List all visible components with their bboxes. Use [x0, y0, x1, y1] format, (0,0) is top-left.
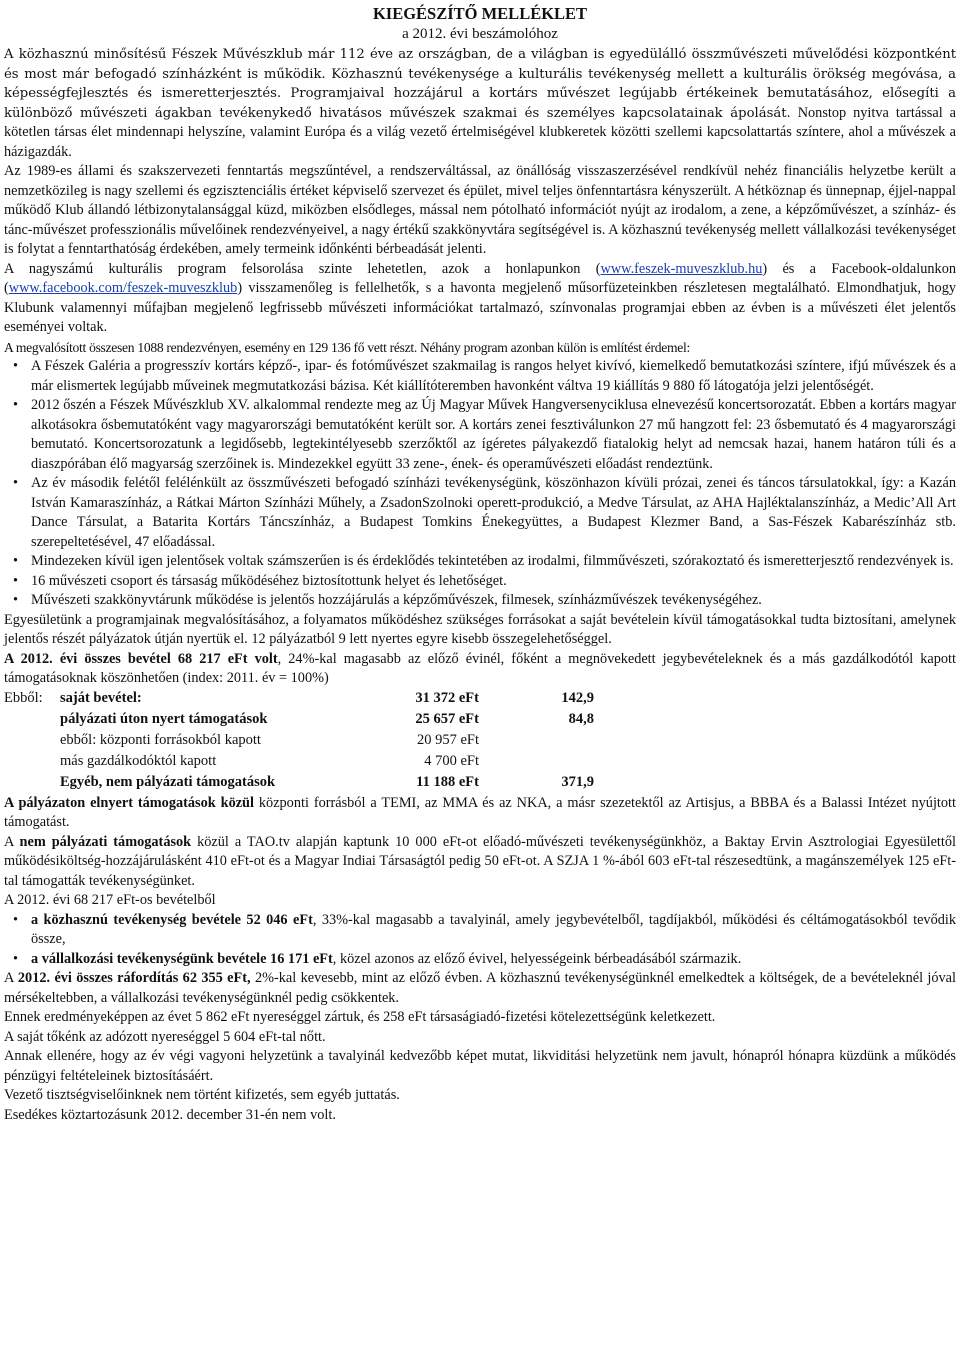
table-cell-index: [479, 752, 594, 773]
document-page: [4, 4, 956, 1125]
table-cell-label: Egyéb, nem pályázati támogatások: [60, 774, 276, 791]
executives-paragraph: Vezető tisztségviselőinknek nem történt kifizetés, sem egyéb juttatás.: [4, 1087, 400, 1103]
table-cell-index: 371,9: [561, 774, 594, 791]
revenue-table: [4, 689, 594, 794]
table-cell-label: saját bevétel:: [60, 690, 142, 707]
intro-text-b: Nonstop nyitva tartással a kötetlen társas élet mindennapi helyszíne, valamint Európa és a világ vezető értelmiségével klubkeretek közötti szellemi kapcsolattartás színtere, ahol a művészek a házigazdák.: [4, 104, 957, 160]
table-cell-ebbol: Ebből:: [4, 690, 43, 707]
list-item: • Művészeti szakkönyvtárunk működése is jelentős hozzájárulás a képzőművészek, filmesek, színházművészek tevékenységéhez.: [4, 591, 956, 611]
list-item: • 2012 őszén a Fészek Művészklub XV. alkalommal rendezte meg az Új Magyar Művek Hangversenyciklusa elnevezésű koncertsorozatát. Ebben a kortárs magyar alkotásokra ősbemutatóként vagy magyarországi bemutatóként került sor. A kortárs zenei fesztiválunkon 27 mű hangzott fel: 23 ősbemutató és 4 magyarországi bemutató. Koncertsorozatunk a legidősebb, legtekintélyesebb szerzőktől az ígéretes pályakezdő fiatalokig helyt ad nemcsak hazai, hanem határon túli és a diaszpórában élő magyarság szerzőinek is. Mindezekkel együtt 33 zene-, ének- és operaművészeti előadást rendeztünk.: [4, 396, 956, 474]
intro-text-a: A közhasznú minősítésű Fészek Művészklub már 112 éve az országban, de a világban is egyedülálló összművészeti művelődési központként és most már befogadó színházként is működik. Közhasznú tevékenysége a kulturális tevékenység mellett a kulturális örökség megóvása, a képességfejlesztés és ismeretterjesztés. Programjaival hozzájárul a kortárs művészet legújabb értékeinek bemutatásához, elősegíti a különböző művészeti ágakban tevékenykedő hivatásos művészek szakmai és személyes kapcsolatainak ápolását.: [4, 47, 956, 121]
table-cell-amount: 4 700 eFt: [424, 753, 479, 770]
programs-text-mid: ) és a Facebook-oldalunkon (: [4, 260, 956, 296]
events-paragraph: A megvalósított összesen 1088 rendezvényen, esemény en 129 136 fő vett részt. Néhány program azonban külön is említést érdemel:: [4, 339, 690, 355]
table-row: [4, 731, 594, 752]
funding-paragraph: Egyesületünk a programjainak megvalósításához, a folyamatos működéshez szükséges forrásokat a saját bevételein kívül támogatásokkal tudta biztosítani, amelynek jelentős részét pályázatok útján nyertük el. 12 pályázatból 9 lett nyertes egyre kisebb összegelehetőséggel.: [4, 611, 956, 647]
business-revenue: a vállalkozási tevékenységünk bevétele 16 171 eFt: [31, 950, 333, 967]
non-grant-text: közül a TAO.tv alapján kaptunk 10 000 eFt-ot előadó-művészeti tevékenységünkhöz, a Baktay Ervin Asztrologiai Egyesülettől működésiköltség-hozzájárulásként 410 eFt-ot és a Magyar Indiai Társaságtól pedig 50 eFt-ot. A SZJA 1 %-ából 603 eFt-tal részesedtünk, a magánszemélyek 125 eFt-tal támogatták tevékenységünket.: [4, 833, 956, 889]
list-item: [4, 911, 956, 950]
table-row: [4, 710, 594, 731]
table-cell-label: ebből: központi forrásokból kapott: [60, 732, 261, 749]
list-item: • 16 művészeti csoport és társaság működéséhez biztosítottunk helyet és lehetőséget.: [4, 572, 956, 592]
revenue-split-intro: A 2012. évi 68 217 eFt-os bevételből: [4, 892, 216, 908]
table-cell-label: más gazdálkodóktól kapott: [60, 753, 217, 770]
equity-paragraph: A saját tőkénk az adózott nyereséggel 5 604 eFt-tal nőtt.: [4, 1028, 326, 1045]
table-cell-amount: 11 188 eFt: [416, 774, 479, 791]
list-item: • Az év második felétől felélénkült az összművészeti befogadó színházi tevékenységünk, köszönhazon kívüli prózai, zenei és táncos társulatokkal, így: a Kazán István Kamaraszínház, a Rátkai Márton Színházi Műhely, a ZsadonSzolnoki operett-produkció, a Medve Társulat, az AHA Hajléktalanszínház, a Medic’All Art Dance Társulat, a Batarita Kortárs Táncszínház, a Budapest Tomkins Énekegyüttes, a Budapest Klezmer Band, a Sas-Fészek Kabarészínház stb. szerepeltetésével, 47 előadással.: [4, 474, 956, 552]
non-grant-pre: A: [4, 833, 20, 850]
list-item: • Mindezeken kívül igen jelentősek voltak számszerűen is és érdeklődés tekintetében az irodalmi, filmművészeti, szórakoztató és ismeretterjesztő rendezvények is.: [4, 552, 956, 572]
intro-paragraph: [4, 45, 956, 162]
program-highlights-list: [4, 357, 956, 611]
document-subtitle: a 2012. évi beszámolóhoz: [402, 26, 558, 42]
public-benefit-text: , 33%-kal magasabb a tavalyinál, amely jegybevételből, tagdíjakból, működési és céltámogatásokból tevődik össze,: [31, 911, 956, 947]
expenses-paragraph: [4, 969, 956, 1008]
revenue-total: A 2012. évi összes bevétel 68 217 eFt volt: [4, 650, 278, 667]
expenses-pre: A: [4, 970, 18, 986]
table-row: [4, 773, 594, 794]
document-title: KIEGÉSZÍTŐ MELLÉKLET: [372, 4, 588, 23]
grants-heading: A pályázaton elnyert támogatások közül: [4, 794, 254, 811]
table-cell-index: 84,8: [568, 711, 594, 728]
history-paragraph: Az 1989-es állami és szakszervezeti fenntartás megszűntével, a rendszerváltással, az önállóság visszaszerzésével rendkívül nehéz financiális helyzetbe került a nemzetközileg is nagy szellemi és egzisztenciális értéket képviselő szervezet és épület, mivel teljes önfenntartásra kényszerült. A hétköznap és ünnepnap, éjjel-nappal működő Klub állandó létbizonytalansággal küzd, miközben elsődleges, mással nem pótolható információt nyújt az irodalom, a zene, a képzőművészet, a színház- és tánc-művészet professzionális művelőinek rendezvényeivel, a nagy értékű szakkönyvtára segítségével is. A közhasznú tevékenység mellett vállalkozási tevékenységet is folytat a fenntarthatóság érdekében, amely termeink időnkénti bérbeadását jelenti.: [4, 163, 956, 257]
list-item: • A Fészek Galéria a progresszív kortárs képző-, ipar- és fotóművészet szakmailag is rangos helyet kivívó, kiemelkedő bemutatkozási színtere, ifjú művészek és a már elismertek legújabb műveinek megmutatkozási bázisa. Két kiállítóteremben havonként váltva 19 kiállítás 9 880 fő látogatója jelzi jelentőségét.: [4, 357, 956, 396]
business-text: , közel azonos az előző évivel, helyességeink bérbeadásából származik.: [332, 950, 742, 967]
non-grant-paragraph: [4, 833, 956, 892]
programs-paragraph: [4, 260, 956, 338]
list-item: [4, 950, 956, 970]
facebook-link[interactable]: www.facebook.com/feszek-muveszklub: [8, 280, 238, 296]
table-cell-label: pályázati úton nyert támogatások: [60, 711, 268, 728]
public-debt-paragraph: Esedékes köztartozásunk 2012. december 31-én nem volt.: [4, 1106, 336, 1123]
profit-paragraph: Ennek eredményeképpen az évet 5 862 eFt nyereséggel zártuk, és 258 eFt társaságiadó-fizetési kötelezettségünk keletkezett.: [4, 1009, 716, 1025]
revenue-paragraph: [4, 650, 956, 689]
revenue-split-list: [4, 911, 956, 970]
liquidity-paragraph: Annak ellenére, hogy az év végi vagyoni helyzetünk a tavalyinál kedvezőbb képet mutat, likviditási helyzetünk nem javult, hónapról hónapra küzdünk a működés pénzügyi feltételeinek biztosításáért.: [4, 1048, 956, 1084]
grants-paragraph: [4, 794, 956, 833]
programs-text-post: ) visszamenőleg is fellelhetők, s a havonta megjelenő műsorfüzeteinkben részletesen megtalálható. Elmondhatjuk, hogy Klubunk valamennyi műfajban megjelenő legfrissebb művészeti információkat tartalmazó, színvonalas programjai ebben az évben is a művészeti élet jelentős eseményei voltak.: [4, 280, 956, 335]
table-row: [4, 752, 594, 773]
table-cell-amount: 20 957 eFt: [416, 732, 479, 749]
website-link[interactable]: www.feszek-muveszklub.hu: [600, 260, 763, 277]
table-row: [4, 689, 594, 710]
programs-text-pre: A nagyszámú kulturális program felsorolása szinte lehetetlen, azok a honlapunkon (: [4, 260, 601, 277]
table-cell-amount: 25 657 eFt: [415, 711, 479, 728]
table-cell-index: [479, 731, 594, 752]
expenses-text: 2%-kal kevesebb, mint az előző évben. A közhasznú tevékenységünknél emelkedtek a költségek, de a bevételeknél jóval mérsékeltebben, a vállalkozási tevékenységünknél pedig csökkentek.: [4, 970, 956, 1006]
table-cell-amount: 31 372 eFt: [415, 690, 479, 707]
table-cell-index: 142,9: [561, 690, 594, 707]
public-benefit-revenue: a közhasznú tevékenység bevétele 52 046 eFt: [31, 911, 313, 928]
non-grant-heading: nem pályázati támogatások: [19, 833, 192, 850]
revenue-text: , 24%-kal magasabb az előző évinél, főként a megnövekedett jegybevételeknek és a más gazdálkodótól kapott támogatásoknak köszönhetően (index: 2011. év = 100%): [4, 650, 957, 686]
expenses-total: 2012. évi összes ráfordítás 62 355 eFt,: [17, 970, 251, 986]
grants-text: központi forrásból a TEMI, az MMA és az NKA, a másr szezetektől az Artisjus, a BBBA és a Balassi Intézet nyújtott támogatást.: [4, 794, 956, 830]
